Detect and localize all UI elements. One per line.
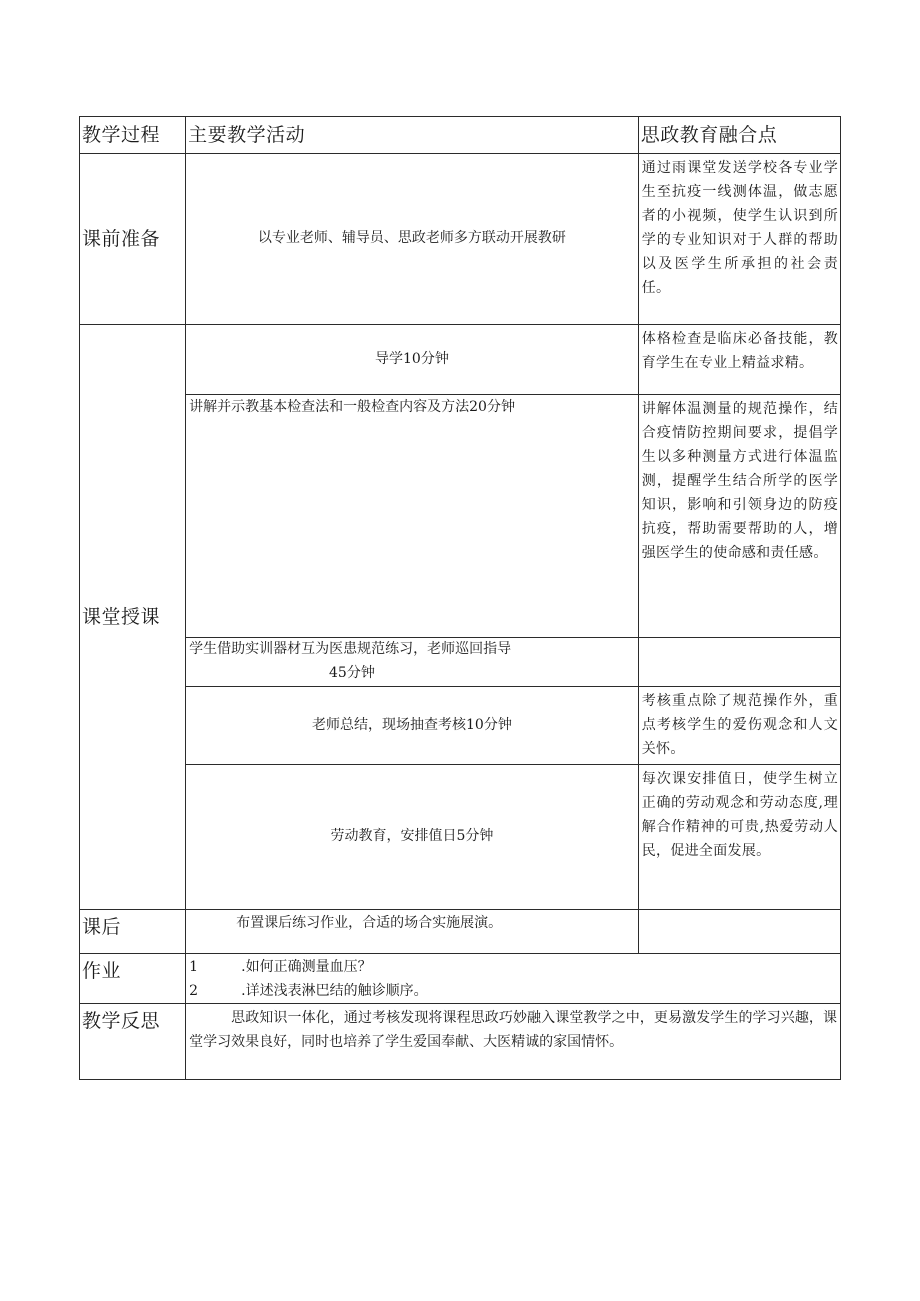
prep-row (80, 154, 841, 325)
reflection-label: 教学反思 (80, 1004, 186, 1080)
homework-item-text: .详述浅表淋巴结的触诊顺序。 (241, 982, 428, 999)
homework-row (80, 954, 841, 1004)
header-process: 教学过程 (80, 117, 186, 154)
homework-list (186, 954, 841, 1004)
classroom-row (80, 765, 841, 910)
practice-line-1: 学生借助实训器材互为医患规范练习，老师巡回指导 (189, 641, 512, 657)
classroom-activity-demo: 讲解并示教基本检查法和一般检查内容及方法20分钟 (186, 395, 639, 638)
classroom-label: 课堂授课 (80, 325, 186, 910)
classroom-ideology-summary: 考核重点除了规范操作外，重点考核学生的爱伤观念和人文关怀。 (638, 687, 840, 765)
classroom-row (80, 325, 841, 395)
homework-item (186, 980, 840, 1004)
classroom-ideology-demo: 讲解体温测量的规范操作，结合疫情防控期间要求，提倡学生以多种测量方式进行体温监测，提醒学生结合所学的医学知识，影响和引领身边的防疫抗疫，帮助需要帮助的人，增强医学生的使命感和责任感。 (638, 395, 840, 638)
after-class-row (80, 910, 841, 954)
classroom-activity-practice (186, 638, 639, 687)
classroom-activity-guide: 导学10分钟 (186, 325, 639, 395)
classroom-row (80, 638, 841, 687)
homework-item-number: 2 (189, 982, 199, 999)
homework-item (186, 956, 840, 980)
after-class-ideology (638, 910, 840, 954)
classroom-ideology-guide: 体格检查是临床必备技能，教育学生在专业上精益求精。 (638, 325, 840, 395)
practice-line-2: 45分钟 (329, 664, 375, 681)
header-ideology: 思政教育融合点 (638, 117, 840, 154)
classroom-row (80, 687, 841, 765)
classroom-ideology-practice (638, 638, 840, 687)
classroom-activity-summary: 老师总结，现场抽查考核10分钟 (186, 687, 639, 765)
prep-activity: 以专业老师、辅导员、思政老师多方联动开展教研 (186, 154, 639, 325)
homework-item-number: 1 (189, 959, 199, 975)
reflection-row (80, 1004, 841, 1080)
homework-item-text: .如何正确测量血压？ (241, 959, 372, 975)
prep-label: 课前准备 (80, 154, 186, 325)
prep-ideology: 通过雨课堂发送学校各专业学生至抗疫一线测体温，做志愿者的小视频，使学生认识到所学的专业知识对于人群的帮助以及医学生所承担的社会责任。 (638, 154, 840, 325)
header-activity: 主要教学活动 (186, 117, 639, 154)
classroom-ideology-labor: 每次课安排值日，使学生树立正确的劳动观念和劳动态度,理解合作精神的可贵,热爱劳动人民，促进全面发展。 (638, 765, 840, 910)
after-class-label: 课后 (80, 910, 186, 954)
teaching-process-table (79, 116, 841, 1080)
reflection-text: 思政知识一体化，通过考核发现将课程思政巧妙融入课堂教学之中，更易激发学生的学习兴趣，课堂学习效果良好，同时也培养了学生爱国奉献、大医精诚的家国情怀。 (186, 1004, 841, 1080)
table-header-row (80, 117, 841, 154)
homework-label: 作业 (80, 954, 186, 1004)
classroom-activity-labor: 劳动教育，安排值日5分钟 (186, 765, 639, 910)
classroom-row (80, 395, 841, 638)
after-class-activity: 布置课后练习作业，合适的场合实施展演。 (186, 910, 639, 954)
